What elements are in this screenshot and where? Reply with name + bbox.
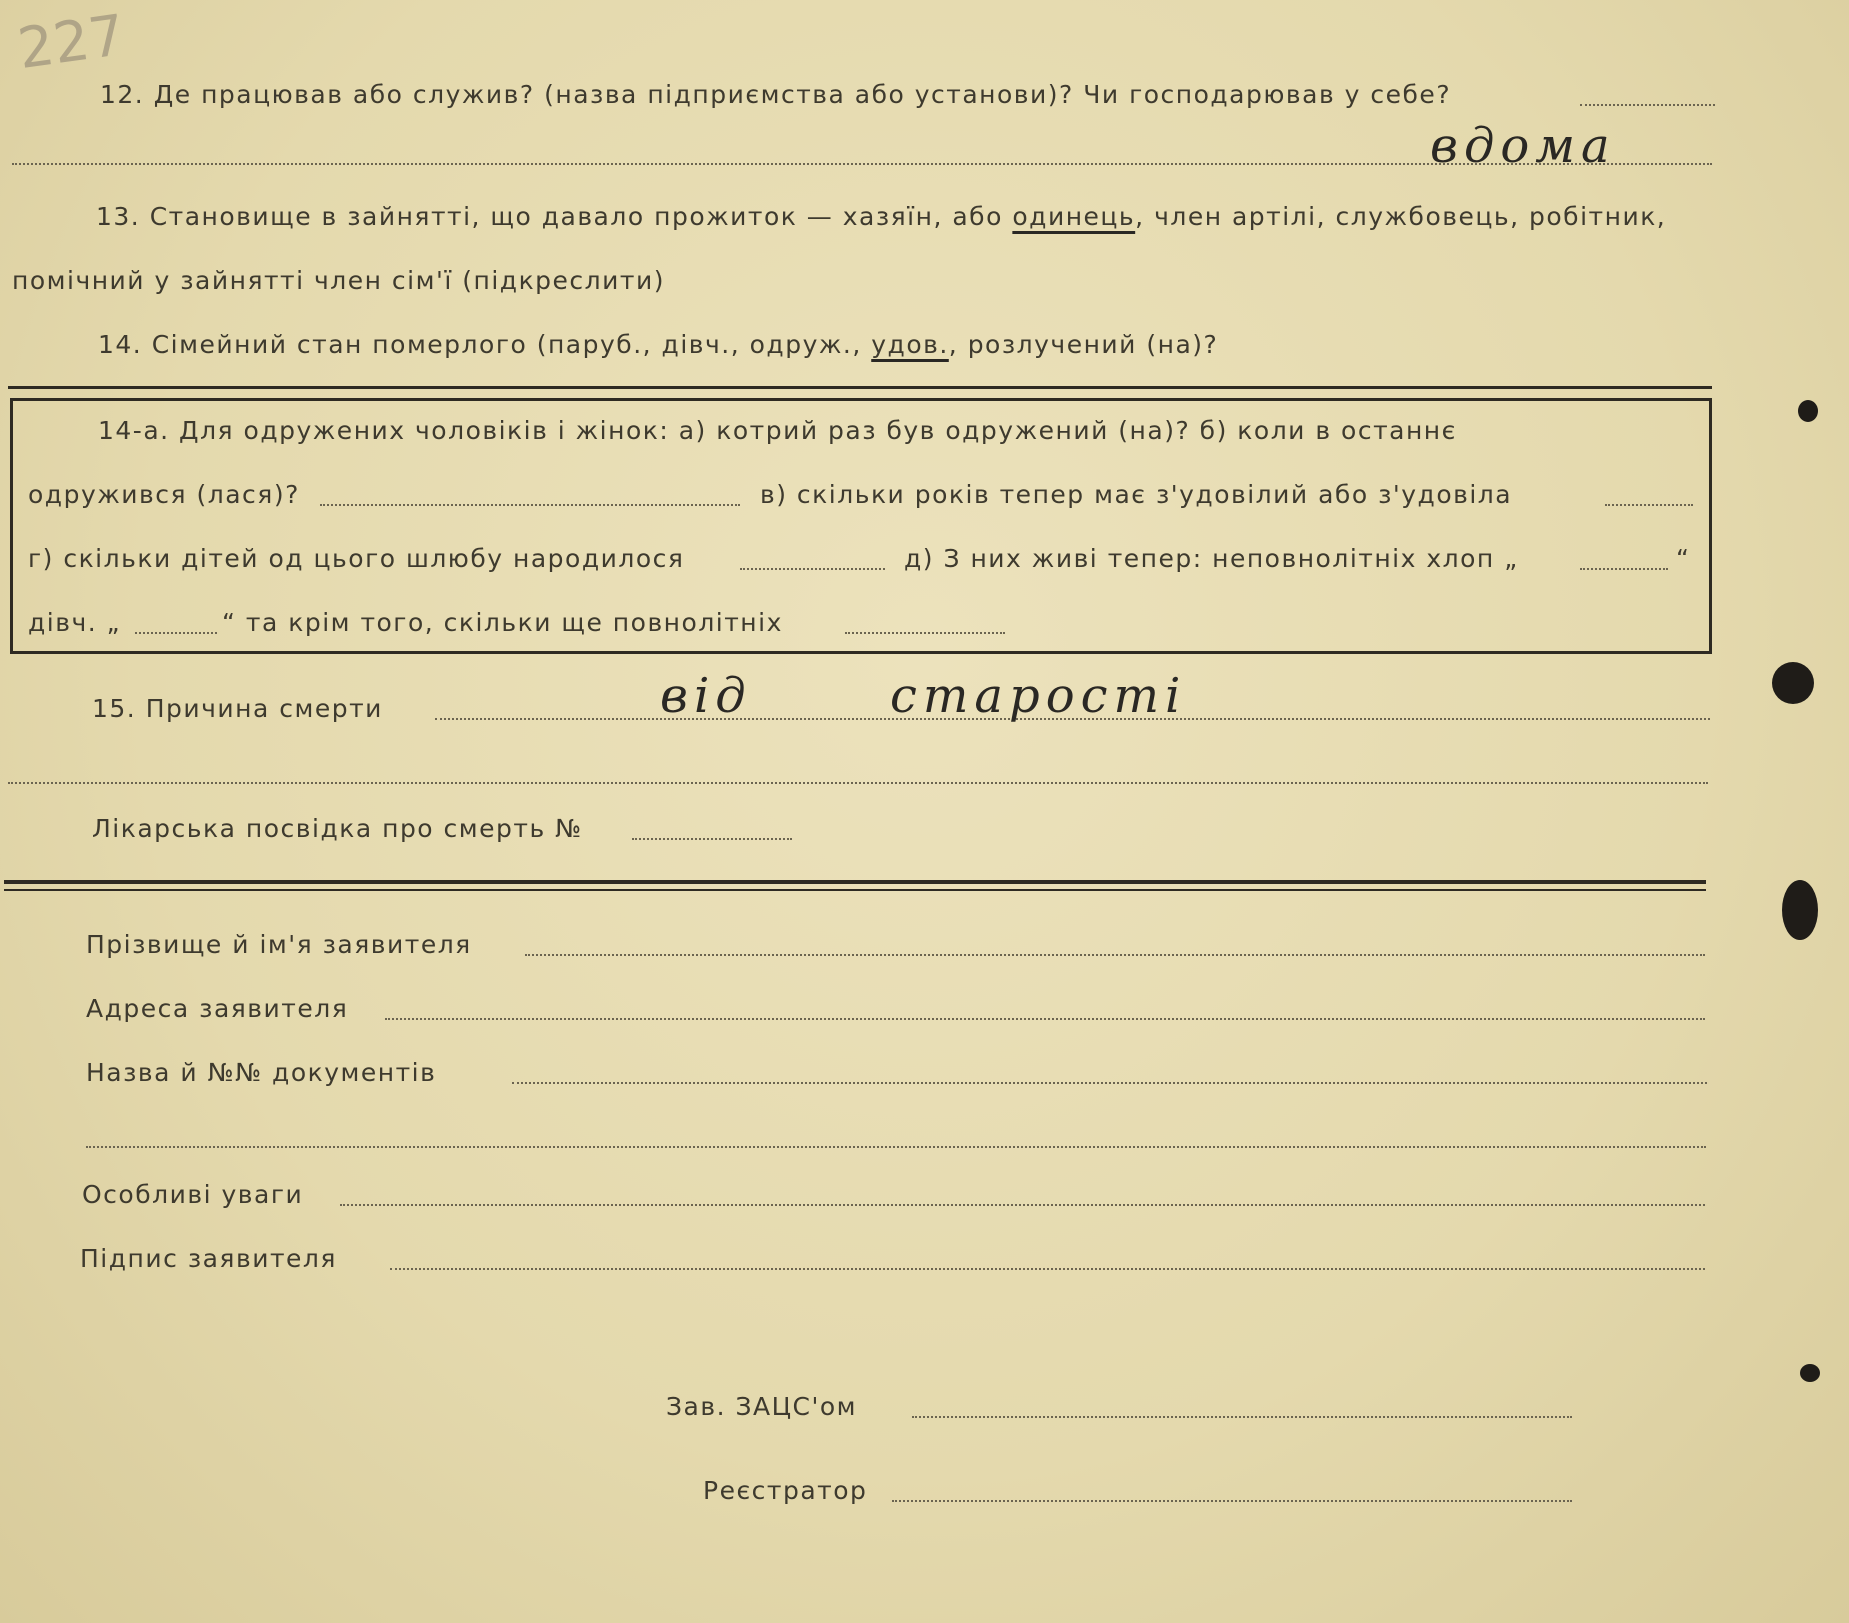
q14a-line2b: в) скільки років тепер має з'удовілий або з'удовіла (760, 480, 1513, 509)
q13-line2: помічний у зайнятті член сім'ї (підкреслити) (12, 266, 665, 295)
registrar-line (892, 1500, 1572, 1502)
q14a-line4-dots1 (135, 632, 217, 634)
documents-label: Назва й №№ документів (86, 1058, 437, 1087)
top-rule-14a (8, 386, 1712, 389)
q13-underlined-option: одинець (1012, 202, 1136, 231)
q14a-line2-dots2 (1605, 504, 1693, 506)
q14a-line3b: д) З них живі тепер: неповнолітніх хлоп „ (904, 544, 1519, 573)
q14a-line4-dots2 (845, 632, 1005, 634)
medical-dotted-line (632, 838, 792, 840)
registrar-label: Реєстратор (703, 1476, 868, 1505)
q14-text-pre: 14. Сімейний стан померлого (паруб., дівч., одруж., (98, 330, 872, 359)
q12-label: 12. Де працював або служив? (назва підприємства або установи)? Чи господарював у себе? (100, 80, 1452, 109)
binder-hole-1 (1798, 400, 1818, 422)
notes-line (340, 1204, 1705, 1206)
q14a-line2-dots1 (320, 504, 740, 506)
q15-answer-word2: старості (890, 668, 1187, 724)
q14a-line3a: г) скільки дітей од цього шлюбу народилося (28, 544, 685, 573)
q12-answer: вдома (1430, 118, 1616, 174)
documents-line (512, 1082, 1707, 1084)
q12-dotted-line (1580, 104, 1715, 106)
double-rule-bottom (4, 889, 1706, 891)
q15-label: 15. Причина смерти (92, 694, 383, 723)
binder-hole-3 (1782, 880, 1818, 940)
applicant-address-line (385, 1018, 1705, 1020)
notes-label: Особливі уваги (82, 1180, 304, 1209)
applicant-name-line (525, 954, 1705, 956)
q13-text-post: , член артілі, службовець, робітник, (1135, 202, 1667, 231)
double-rule-top (4, 880, 1706, 884)
q15-continuation-line (8, 782, 1708, 784)
margin-note: 227 (13, 2, 129, 83)
q14a-line3c: “ (1676, 544, 1691, 573)
signature-line (390, 1268, 1705, 1270)
binder-hole-2 (1772, 662, 1814, 704)
q14a-line1: 14-а. Для одружених чоловіків і жінок: а) котрий раз був одружений (на)? б) коли в останнє (98, 416, 1457, 445)
q14-line (98, 330, 1218, 359)
applicant-address-label: Адреса заявителя (86, 994, 349, 1023)
head-registry-label: Зав. ЗАЦС'ом (666, 1392, 857, 1421)
q14a-line2a: одружився (лася)? (28, 480, 300, 509)
q14-text-post: , розлучений (на)? (948, 330, 1219, 359)
q14a-line4a: дівч. „ (28, 608, 122, 637)
q14a-line3-dots1 (740, 568, 885, 570)
binder-hole-4 (1800, 1364, 1820, 1382)
q13-text-pre: 13. Становище в зайнятті, що давало прожиток — хазяїн, або (96, 202, 1013, 231)
q13-line1 (96, 202, 1666, 231)
q14-underlined-option: удов. (871, 330, 949, 359)
applicant-name-label: Прізвище й ім'я заявителя (86, 930, 472, 959)
q14a-line4b: “ та крім того, скільки ще повнолітніх (222, 608, 783, 637)
documents-line-2 (86, 1146, 1706, 1148)
q15-answer-word1: від (660, 668, 752, 724)
head-registry-line (912, 1416, 1572, 1418)
medical-label: Лікарська посвідка про смерть № (92, 814, 583, 843)
signature-label: Підпис заявителя (80, 1244, 337, 1273)
q14a-line3-dots2 (1580, 568, 1668, 570)
